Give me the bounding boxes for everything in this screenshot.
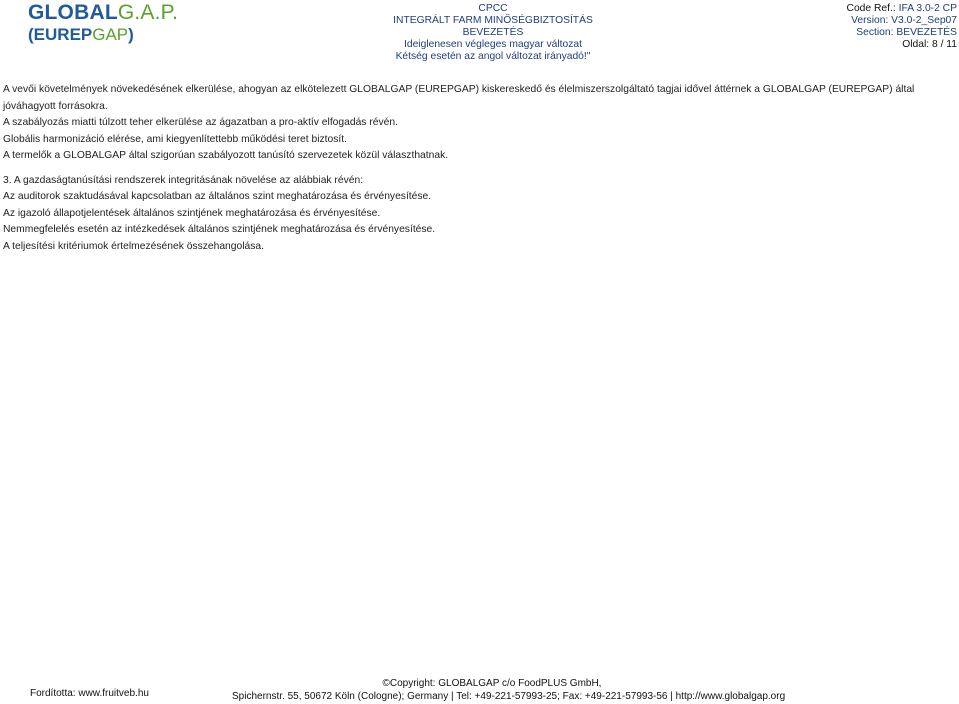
logo-wordmark (28, 2, 188, 24)
header-line: CPCC (478, 3, 508, 14)
header-reference (757, 3, 957, 51)
page-number: Oldal: 8 / 11 (902, 39, 957, 50)
logo-eurepgap: (EUREPGAP) (28, 25, 134, 44)
address-line: Spichernstr. 55, 50672 Köln (Cologne); Germany | Tel: +49-221-57993-25; Fax: +49-221-57993-56 | http://www.globalgap.org (232, 691, 786, 702)
list-item: Az igazoló állapotjelentések általános szintjének meghatározása és érvényesítése. (3, 207, 381, 219)
footer-copyright (232, 677, 786, 703)
header-line: Ideiglenesen végleges magyar változat (403, 39, 583, 50)
footer-translator: Fordította: www.fruitveb.hu (30, 688, 149, 699)
intro-paragraph: A vevői követelmények növekedésének elkerülése, ahogyan az elkötelezett GLOBALGAP (EUREPGAP) kiskereskedő és élelmiszerszolgáltató tagjai idővel áttérnek a GLOBALGAP (EUREPGAP) által jóváhagyott forrásokra. (3, 84, 915, 112)
code-ref: Code Ref.: IFA 3.0-2 CP (846, 3, 957, 14)
header-line: BEVEZETÉS (462, 27, 524, 38)
logo-gap2: GAP (92, 25, 129, 44)
section-3-heading: 3. A gazdaságtanúsítási rendszerek integritásának növelése az alábbiak révén: (3, 174, 364, 186)
document-body (3, 82, 955, 255)
globalgap-logo (28, 2, 188, 46)
list-item: Az auditorok szaktudásával kapcsolatban az általános szint meghatározása és érvényesítése. (3, 191, 432, 202)
list-item: Nemmegfelelés esetén az intézkedések általános szintjének meghatározása és érvényesítése. (3, 224, 436, 235)
header-line: INTEGRÁLT FARM MINŐSÉGBIZTOSÍTÁS (393, 15, 593, 26)
logo-global: GLOBAL (28, 1, 118, 24)
logo-eurep: EUREP (33, 25, 93, 44)
list-item: A teljesítési kritériumok értelmezésének összehangolása. (3, 240, 264, 252)
header-line: Kétség esetén az angol változat irányadó!" (395, 51, 591, 62)
logo-gap: G.A.P. (117, 1, 179, 24)
version: Version: V3.0-2_Sep07 (851, 15, 957, 26)
list-item: A szabályozás miatti túlzott teher elkerülése az ágazatban a pro-aktív elfogadás révén. (3, 117, 398, 128)
section: Section: BEVEZETÉS (856, 27, 957, 38)
list-item: Globális harmonizáció elérése, ami kiegyenlítettebb működési teret biztosít. (3, 133, 347, 145)
header-document-info (380, 3, 606, 63)
list-item: A termelők a GLOBALGAP által szigorúan szabályozott tanúsító szervezetek közül választhatnak. (3, 150, 449, 161)
copyright-line: ©Copyright: GLOBALGAP c/o FoodPLUS GmbH, (382, 678, 602, 689)
